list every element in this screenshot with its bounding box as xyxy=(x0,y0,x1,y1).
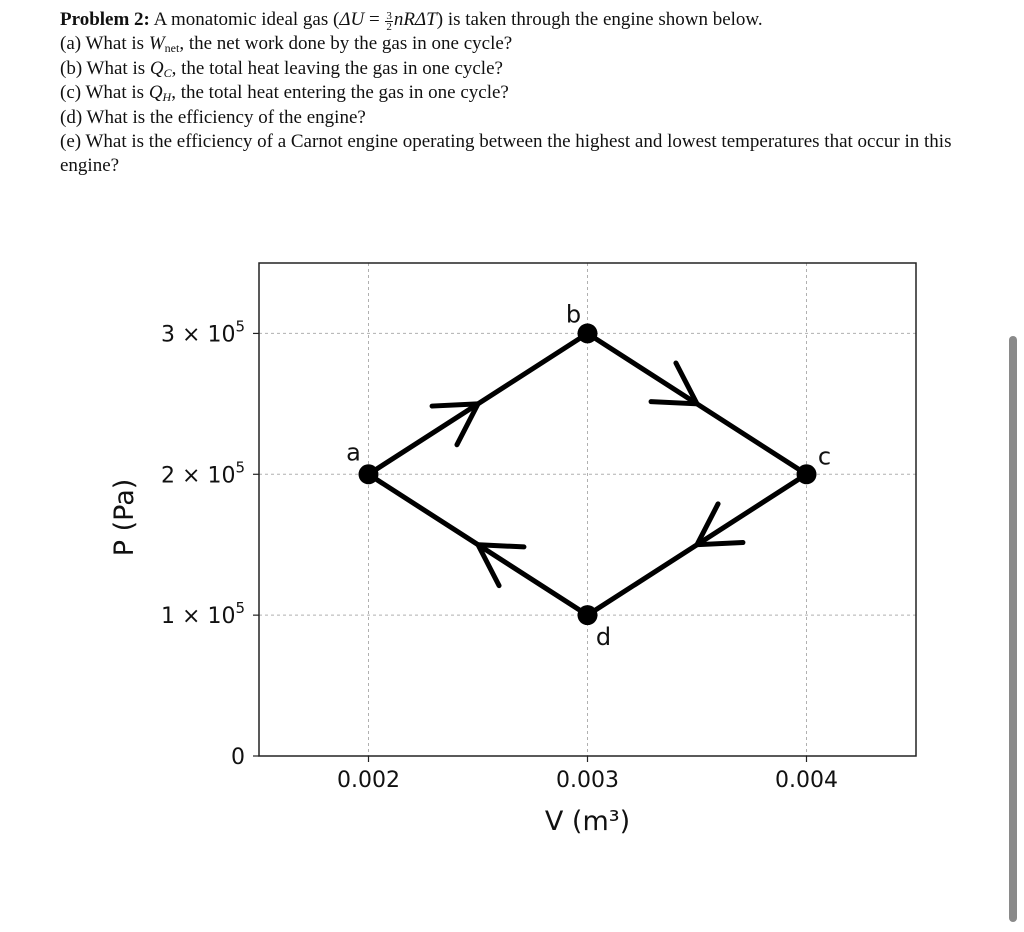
state-point-a xyxy=(359,464,379,484)
x-tick-label: 0.004 xyxy=(775,768,838,793)
question-c: (c) What is $Q_H$, the total heat entering the gas in one cycle? xyxy=(60,82,509,105)
state-point-d xyxy=(578,605,598,625)
x-axis-label: V (m³) xyxy=(544,806,631,837)
question-a: (a) What is $W_{net}$, the net work done by the gas in one cycle? xyxy=(60,33,513,56)
y-axis-label: P (Pa) xyxy=(109,478,140,557)
x-tick-label: 0.002 xyxy=(337,768,400,793)
problem-heading: Problem 2: xyxy=(60,9,150,30)
question-e: (e) What is the efficiency of a Carnot engine operating between the highest and lowest temperatures that occur in this engine? xyxy=(60,131,952,177)
question-b: (b) What is $Q_C$, the total heat leaving the gas in one cycle? xyxy=(60,57,503,80)
y-tick-label: 0 xyxy=(231,745,245,770)
y-tick-label: $3 \times 10^5$ xyxy=(161,317,245,348)
state-label-a: a xyxy=(346,438,361,467)
question-d: (d) What is the efficiency of the engine? xyxy=(60,106,366,128)
problem-intro: Problem 2: A monatomic ideal gas (ΔU = $\frac{3}{2}$ nRΔT) is taken through the engine shown below. xyxy=(60,9,763,33)
y-tick-label: $2 \times 10^5$ xyxy=(161,458,245,489)
state-point-c xyxy=(797,464,817,484)
vertical-scrollbar[interactable] xyxy=(1009,336,1017,922)
state-label-b: b xyxy=(565,300,582,329)
x-tick-label: 0.003 xyxy=(556,768,619,793)
state-label-d: d xyxy=(595,623,612,652)
y-tick-label: $1 \times 10^5$ xyxy=(161,599,245,630)
three-halves-fraction: $\frac{3}{2}$ xyxy=(386,10,392,33)
state-label-c: c xyxy=(817,442,832,471)
